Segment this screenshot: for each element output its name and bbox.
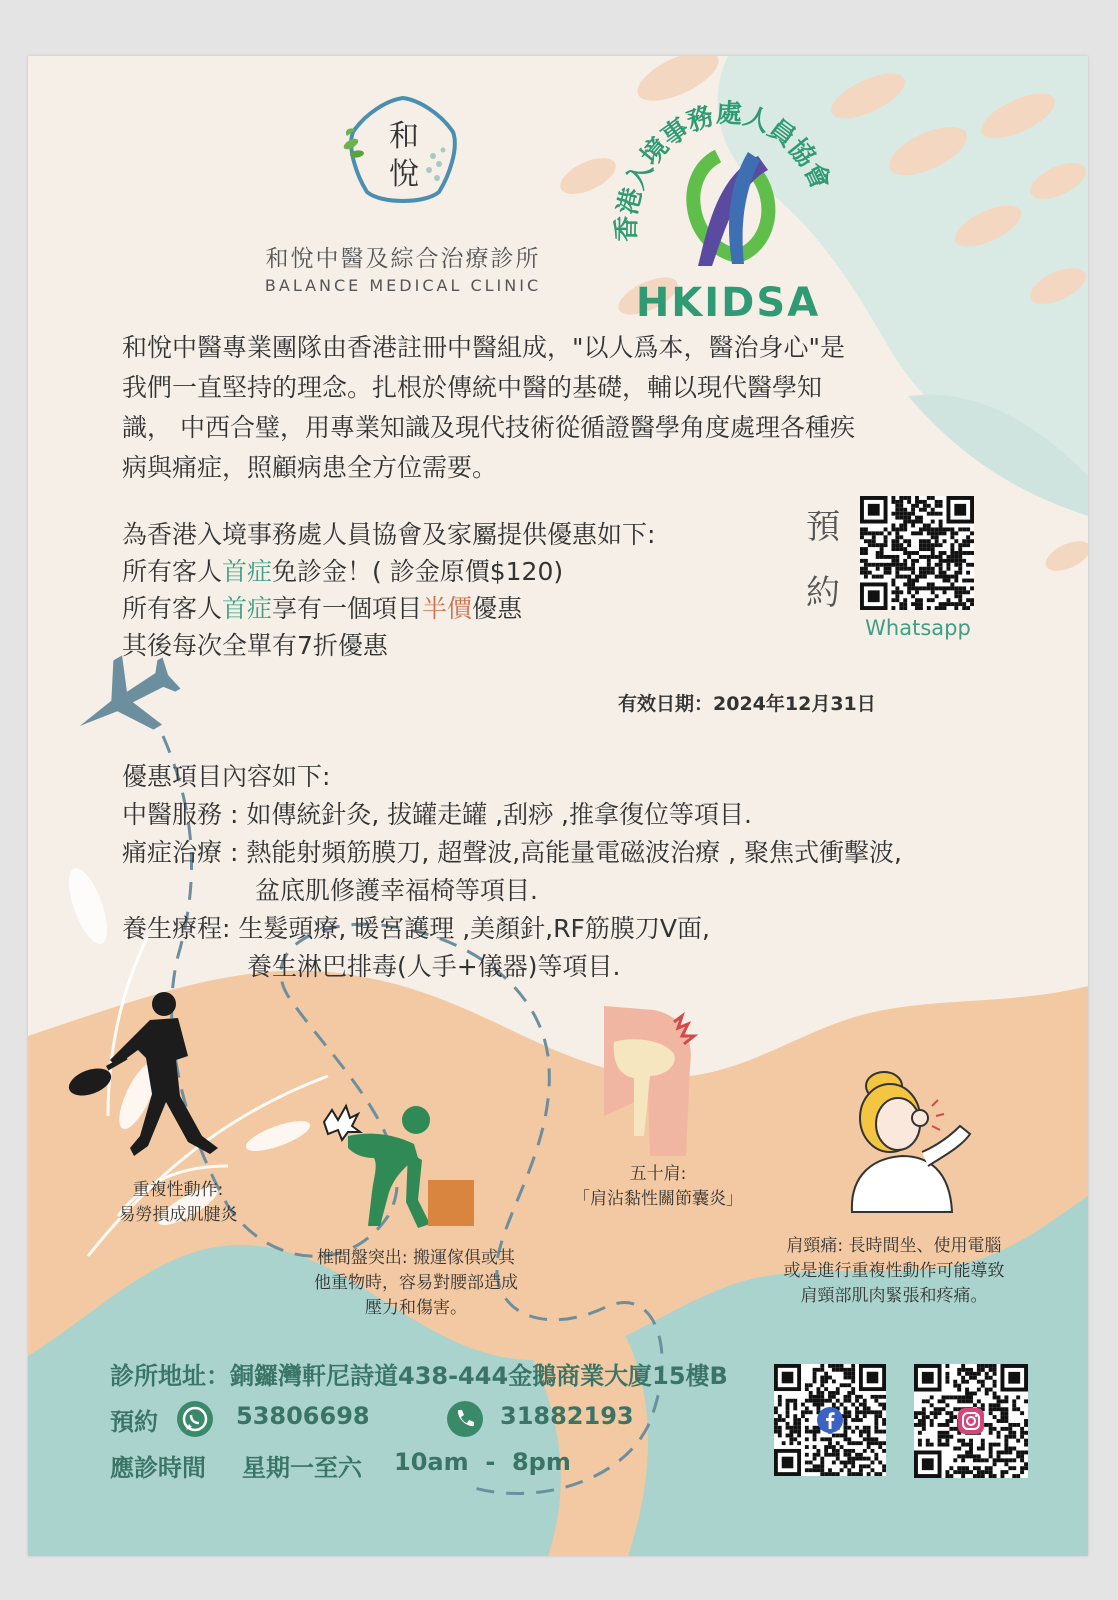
booking-char-1: 預 [806, 507, 840, 547]
service-wellness-1: 養生療程: 生髮頭療, 暖宮護理 ,美顏針,RF筋膜刀V面, [122, 914, 710, 943]
hkidsa-logo [608, 96, 848, 336]
caption-line: 或是進行重複性動作可能導致 [783, 1261, 1005, 1281]
intro-line-1: 和悅中醫專業團隊由香港註冊中醫組成，"以人爲本，醫治身心"是 [122, 333, 846, 362]
services-section [122, 758, 1022, 986]
services-heading: 優惠項目內容如下: [122, 762, 331, 791]
offer-text: 免診金！( 診金原價$120) [272, 557, 564, 586]
offer-heading: 為香港入境事務處人員協會及家屬提供優惠如下: [122, 520, 656, 549]
clinic-name-en: BALANCE MEDICAL CLINIC [264, 276, 542, 295]
neck-pain-woman-icon [832, 1066, 982, 1216]
caption-neck [764, 1234, 1024, 1309]
clinic-address: 診所地址：銅鑼灣軒尼詩道438-444金鵝商業大廈15樓B [110, 1362, 728, 1390]
booking-footer-label: 預約 [110, 1408, 158, 1436]
service-pain-1: 痛症治療 : 熱能射頻筋膜刀, 超聲波,高能量電磁波治療 , 聚焦式衝擊波, [122, 838, 902, 867]
offer-text: 享有一個項目 [272, 594, 423, 623]
caption-disc [296, 1246, 536, 1321]
booking-label [806, 494, 852, 626]
hours-label: 應診時間 [110, 1454, 206, 1482]
shoulder-pain-icon [594, 1006, 714, 1156]
intro-line-3: 識， 中西合璧，用專業知識及現代技術從循證醫學角度處理各種疾 [122, 413, 855, 442]
service-tcm: 中醫服務 : 如傳統針灸, 拔罐走罐 ,刮痧 ,推拿復位等項目. [122, 800, 752, 829]
service-pain-2: 盆底肌修護幸福椅等項目. [255, 876, 538, 905]
intro-paragraph [122, 328, 972, 488]
offer-section [122, 516, 802, 664]
phone-number[interactable]: 31882193 [500, 1402, 634, 1430]
clinic-logo-char-2: 悅 [389, 157, 419, 192]
offer-highlight: 首症 [222, 594, 273, 623]
hours-days: 星期一至六 [242, 1454, 362, 1482]
caption-line: 「肩沾黏性關節囊炎」 [573, 1189, 743, 1209]
hkidsa-abbr: HKIDSA [635, 280, 821, 326]
lifting-person-icon [318, 1096, 488, 1236]
hkidsa-emblem [608, 96, 848, 296]
whatsapp-qr-code[interactable] [860, 496, 974, 610]
phone-icon [446, 1400, 484, 1438]
caption-tennis [98, 1178, 258, 1228]
caption-line: 肩頸痛: 長時間坐、使用電腦 [786, 1236, 1002, 1256]
poster [28, 56, 1088, 1556]
hours-time: 10am - 8pm [394, 1448, 571, 1476]
caption-line: 椎間盤突出: 搬運傢俱或其 [316, 1248, 516, 1268]
caption-line: 壓力和傷害。 [365, 1298, 467, 1318]
service-wellness-2: 養生淋巴排毒(人手+儀器)等項目. [247, 952, 621, 981]
intro-line-2: 我們一直堅持的理念。扎根於傳統中醫的基礎，輔以現代醫學知 [122, 373, 823, 402]
offer-text: 所有客人 [122, 557, 223, 586]
whatsapp-number[interactable]: 53806698 [236, 1402, 370, 1430]
offer-text: 所有客人 [122, 594, 223, 623]
clinic-name-cn: 和悅中醫及綜合治療診所 [265, 246, 541, 272]
offer-line-2 [122, 590, 802, 627]
instagram-icon [957, 1407, 985, 1435]
caption-shoulder [548, 1162, 768, 1212]
clinic-logo [238, 92, 568, 322]
validity-date: 有效日期：2024年12月31日 [618, 693, 876, 715]
tennis-player-icon [68, 986, 248, 1166]
facebook-icon [816, 1406, 844, 1434]
whatsapp-icon [176, 1400, 214, 1438]
offer-half-price: 半價 [422, 594, 473, 623]
caption-line: 五十肩: [629, 1164, 687, 1184]
offer-line-3: 其後每次全單有7折優惠 [122, 631, 388, 660]
intro-line-4: 病與痛症，照顧病患全方位需要。 [122, 453, 498, 482]
caption-line: 他重物時，容易對腰部造成 [314, 1273, 518, 1293]
whatsapp-qr-label: Whatsapp [865, 616, 971, 640]
caption-line: 重複性動作: [132, 1180, 224, 1200]
offer-text: 優惠 [472, 594, 523, 623]
offer-line-1 [122, 553, 802, 590]
offer-highlight: 首症 [222, 557, 273, 586]
hkidsa-name-cn: 香港入境事務處人員協會 [611, 98, 836, 243]
caption-line: 易勞損成肌腱炎 [118, 1205, 238, 1225]
booking-char-2: 約 [806, 573, 840, 613]
clinic-logo-char-1: 和 [389, 119, 419, 154]
caption-line: 肩頸部肌肉緊張和疼痛。 [800, 1286, 988, 1306]
clinic-pentagon-emblem [341, 92, 465, 212]
